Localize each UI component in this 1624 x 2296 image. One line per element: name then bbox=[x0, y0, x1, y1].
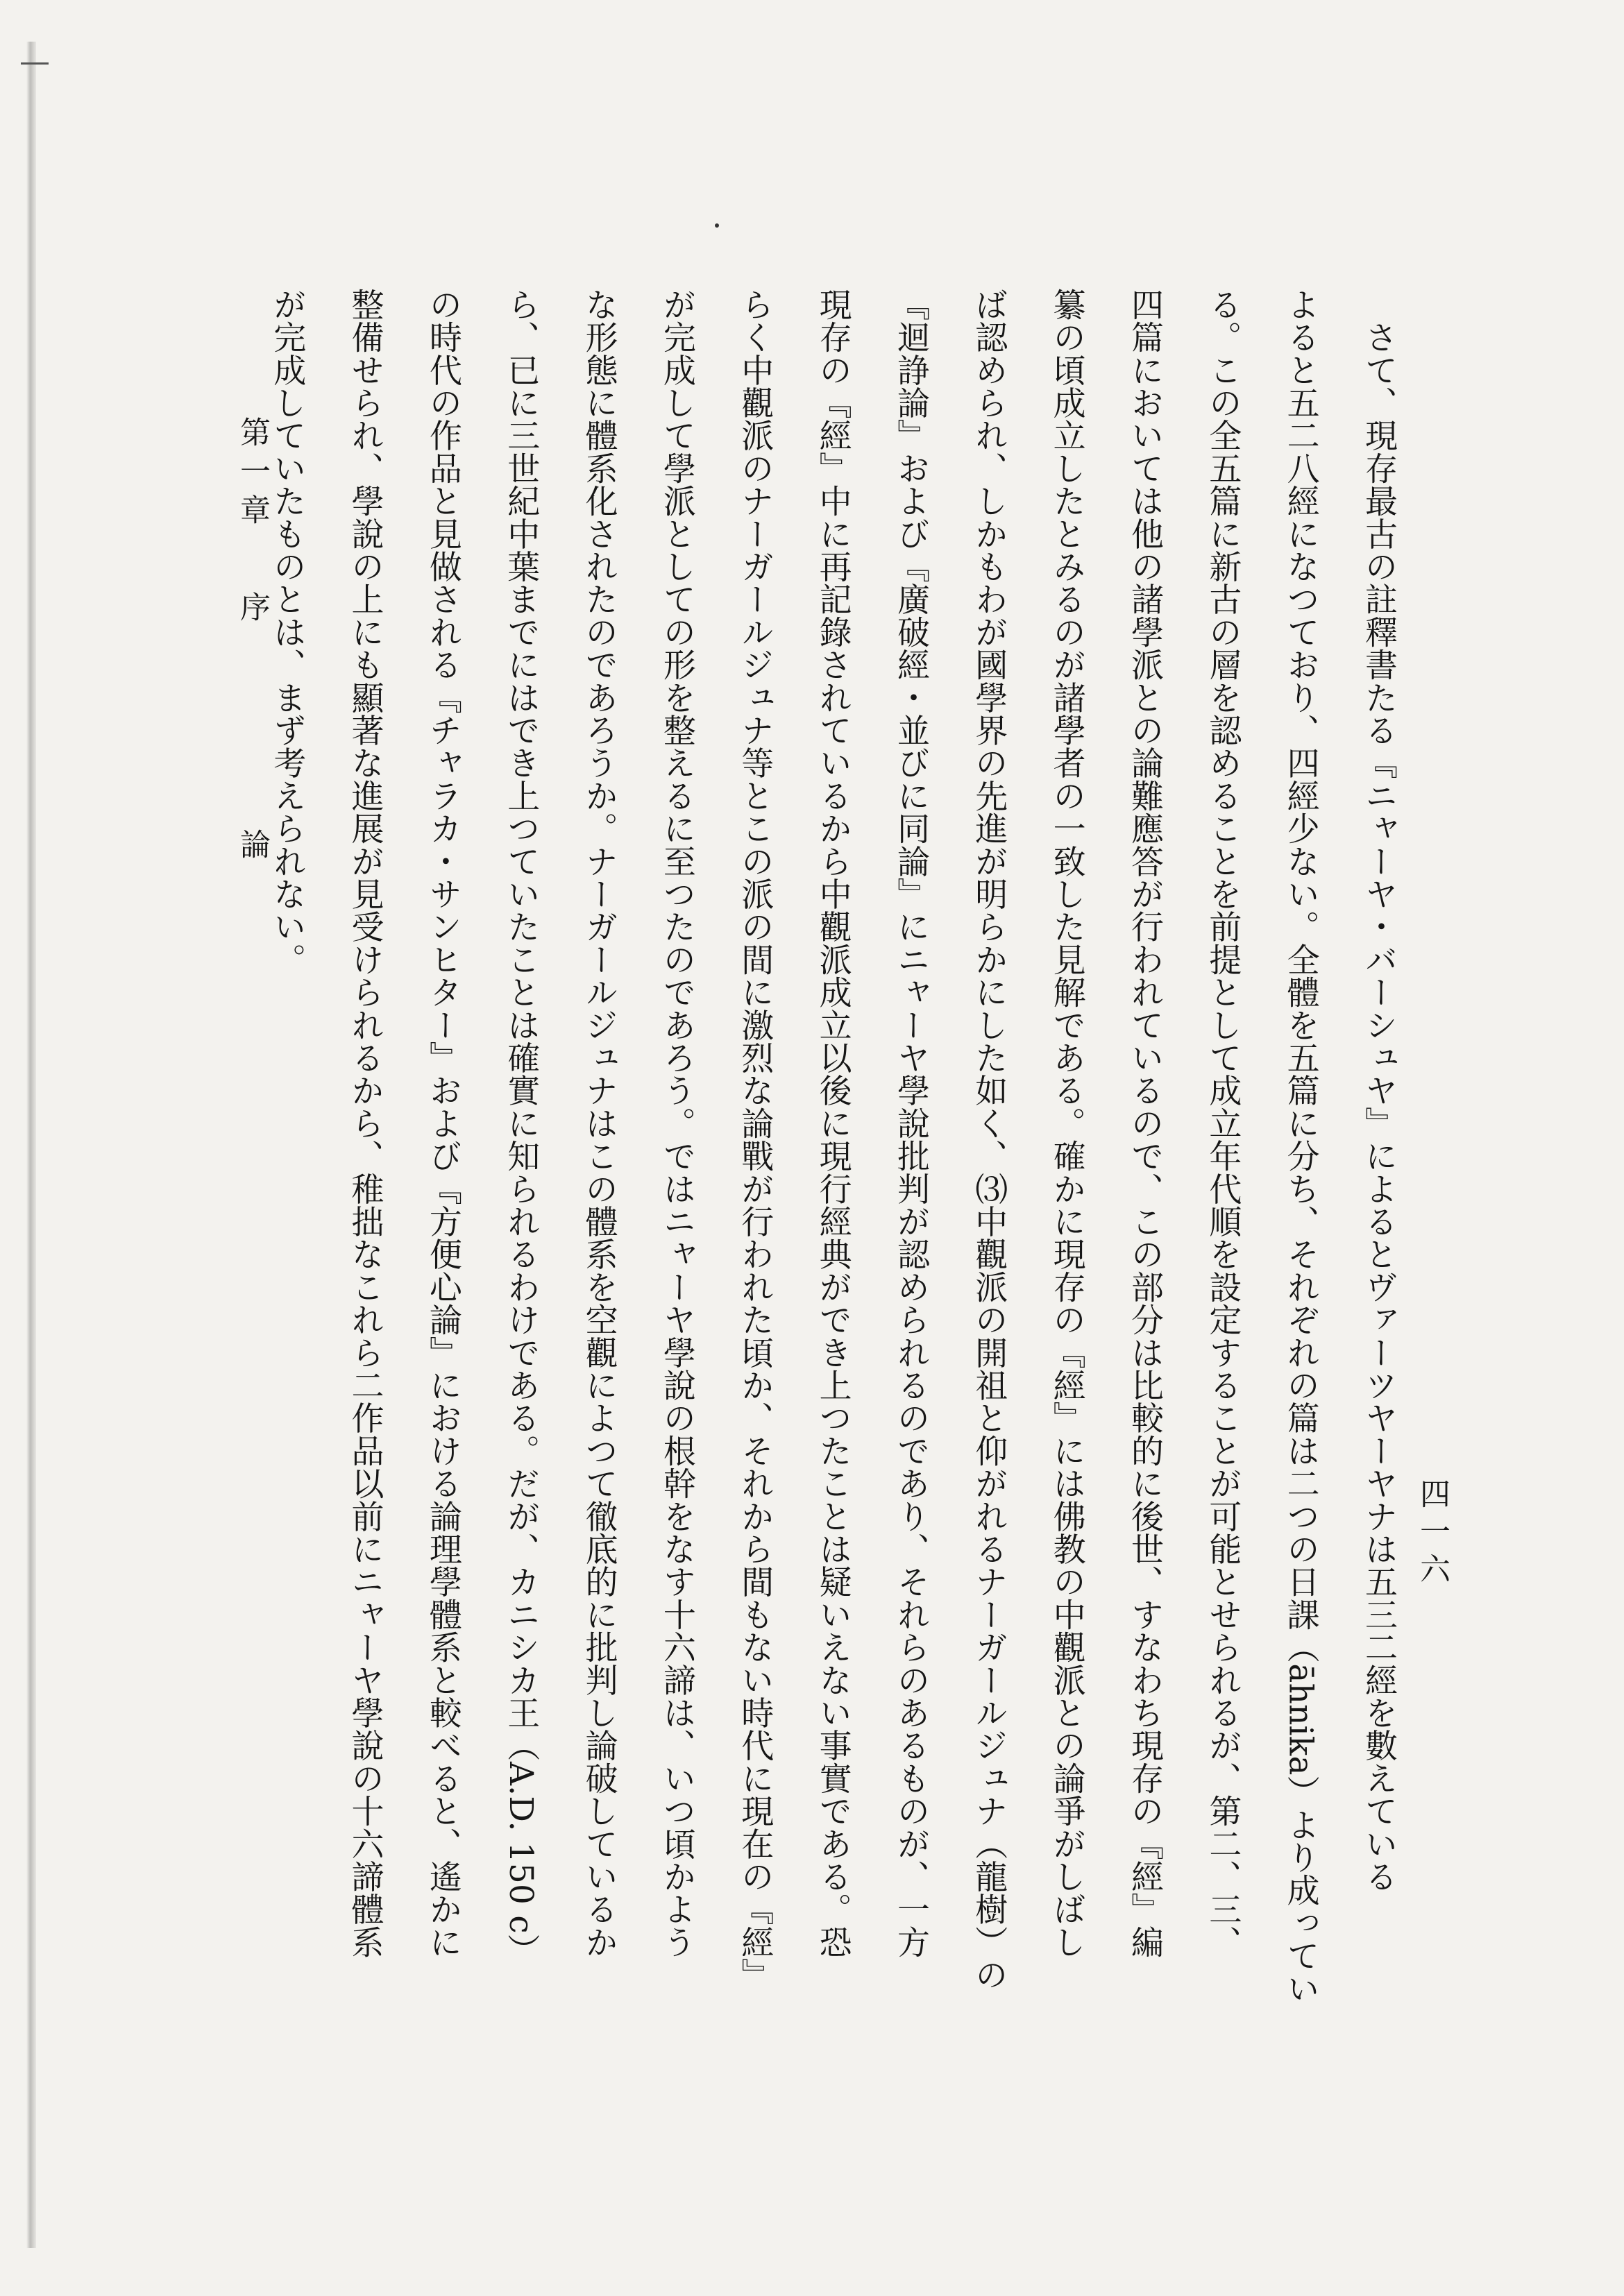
chapter-label: 第一章 bbox=[235, 416, 270, 533]
page-binding-edge bbox=[26, 42, 36, 2248]
body-line: よると五二八經になつており、四經少ない。全體を五篇に分ち、それぞれの篇は二つの日課（āhnika）より成ってい bbox=[1281, 288, 1320, 2005]
body-line: ら、已に三世紀中葉までにはでき上つていたことは確實に知られるわけである。だが、カニシカ王（A.D. 150 c） bbox=[502, 288, 541, 1966]
paper-speck bbox=[715, 223, 719, 228]
chapter-title: 序 論 bbox=[235, 591, 270, 908]
body-line: さて、現存最古の註釋書たる『ニャーヤ・バーシュヤ』によるとヴァーツヤーヤナは五三二經を數えている bbox=[1360, 288, 1398, 1893]
body-line: 四篇においては他の諸學派との論難應答が行われているので、この部分は比較的に後世、すなわち現存の『經』編 bbox=[1125, 288, 1164, 1959]
body-line: ば認められ、しかもわが國學界の先進が明らかにした如く、⑶中觀派の開祖と仰がれるナーガールジュナ（龍樹）の bbox=[970, 288, 1008, 1991]
body-line: の時代の作品と見做される『チャラカ・サンヒター』および『方便心論』における論理學體系と較べると、遙かに bbox=[423, 288, 462, 1959]
binding-mark bbox=[21, 62, 49, 65]
running-head bbox=[230, 416, 274, 908]
body-line: 纂の頃成立したとみるのが諸學者の一致した見解である。確かに現存の『經』には佛教の中觀派との論爭がしばし bbox=[1047, 288, 1086, 1959]
body-line: 整備せられ、學說の上にも顯著な進展が見受けられるから、稚拙なこれら二作品以前にニャーヤ學說の十六諦體系 bbox=[346, 288, 384, 1959]
body-line: らく中觀派のナーガールジュナ等とこの派の間に激烈な論戰が行われた頃か、それから間もない時代に現在の『經』 bbox=[736, 288, 775, 1991]
body-line: な形態に體系化されたのであろうか。ナーガールジュナはこの體系を空觀によつて徹底的に批判し論破しているか bbox=[580, 288, 618, 1959]
page-number: 四一六 bbox=[1414, 1478, 1450, 1590]
body-line: が完成して學派としての形を整えるに至つたのであろう。ではニャーヤ學說の根幹をなす十六諦は、いつ頃かよう bbox=[657, 288, 696, 1959]
body-line: 現存の『經』中に再記錄されているから中觀派成立以後に現行經典ができ上つたことは疑いえない事實である。恐 bbox=[813, 288, 852, 1959]
body-text bbox=[268, 288, 1398, 2154]
body-line: る。この全五篇に新古の層を認めることを前提として成立年代順を設定することが可能とせられるが、第二、三、 bbox=[1203, 288, 1242, 1959]
body-line: が完成していたものとは、まず考えられない。 bbox=[268, 288, 307, 976]
body-line: 『迴諍論』および『廣破經・並びに同論』にニャーヤ學說批判が認められるのであり、それらのあるものが、一方 bbox=[891, 288, 930, 1959]
